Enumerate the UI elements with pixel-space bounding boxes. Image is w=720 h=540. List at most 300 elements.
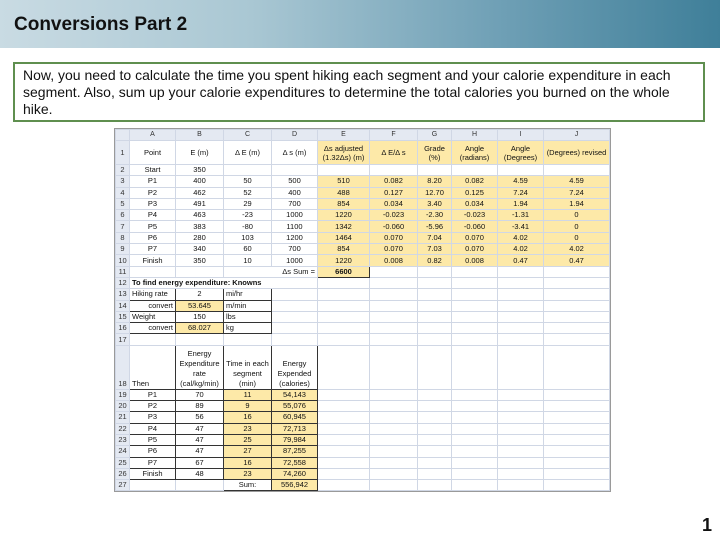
- sheet-cell[interactable]: -0.023: [452, 210, 498, 221]
- sheet-cell[interactable]: -0.060: [452, 221, 498, 232]
- column-header[interactable]: J: [544, 130, 610, 141]
- sheet-cell[interactable]: [418, 165, 452, 176]
- sheet-cell[interactable]: [498, 401, 544, 412]
- sheet-cell[interactable]: [418, 289, 452, 300]
- sheet-cell[interactable]: 1200: [272, 232, 318, 243]
- column-header[interactable]: I: [498, 130, 544, 141]
- sheet-cell[interactable]: [544, 446, 610, 457]
- sheet-cell[interactable]: [544, 266, 610, 277]
- sheet-cell[interactable]: 29: [224, 198, 272, 209]
- sheet-cell[interactable]: [452, 289, 498, 300]
- sheet-cell[interactable]: [544, 401, 610, 412]
- sheet-cell[interactable]: -3.41: [498, 221, 544, 232]
- sheet-cell[interactable]: [176, 480, 224, 491]
- sheet-cell[interactable]: [418, 389, 452, 400]
- sheet-cell[interactable]: [498, 266, 544, 277]
- sheet-cell[interactable]: [370, 401, 418, 412]
- sheet-cell[interactable]: [130, 266, 176, 277]
- row-number[interactable]: 12: [116, 277, 130, 288]
- sheet-cell[interactable]: [418, 345, 452, 389]
- sheet-cell[interactable]: P6: [130, 232, 176, 243]
- sheet-cell[interactable]: 0.47: [544, 255, 610, 266]
- sheet-cell[interactable]: [224, 165, 272, 176]
- sheet-cell[interactable]: P2: [130, 401, 176, 412]
- sheet-cell[interactable]: [318, 345, 370, 389]
- sheet-cell[interactable]: [452, 277, 498, 288]
- sheet-cell[interactable]: [370, 389, 418, 400]
- sheet-cell[interactable]: -0.023: [370, 210, 418, 221]
- sheet-cell[interactable]: 0: [544, 221, 610, 232]
- sheet-cell[interactable]: [452, 468, 498, 479]
- sheet-cell[interactable]: P1: [130, 176, 176, 187]
- sheet-cell[interactable]: [498, 345, 544, 389]
- header-cell[interactable]: Δ E/Δ s: [370, 141, 418, 165]
- sheet-cell[interactable]: 1100: [272, 221, 318, 232]
- sheet-cell[interactable]: [452, 345, 498, 389]
- sheet-cell[interactable]: [370, 277, 418, 288]
- sheet-cell[interactable]: [544, 300, 610, 311]
- sheet-cell[interactable]: 1000: [272, 210, 318, 221]
- sheet-cell[interactable]: [498, 480, 544, 491]
- sheet-cell[interactable]: -2.30: [418, 210, 452, 221]
- sheet-cell[interactable]: [544, 323, 610, 334]
- energy-header[interactable]: To find energy expenditure: Knowns: [130, 277, 318, 288]
- sheet-cell[interactable]: 11: [224, 389, 272, 400]
- sheet-cell[interactable]: [418, 480, 452, 491]
- sheet-cell[interactable]: 8.20: [418, 176, 452, 187]
- sheet-cell[interactable]: 27: [224, 446, 272, 457]
- sum-value[interactable]: 6600: [318, 266, 370, 277]
- sheet-cell[interactable]: [418, 401, 452, 412]
- sheet-cell[interactable]: [370, 289, 418, 300]
- sheet-cell[interactable]: [318, 289, 370, 300]
- header-cell[interactable]: Energy Expended (calories): [272, 345, 318, 389]
- sheet-cell[interactable]: 55,076: [272, 401, 318, 412]
- header-cell[interactable]: E (m): [176, 141, 224, 165]
- column-header[interactable]: E: [318, 130, 370, 141]
- sheet-cell[interactable]: [318, 300, 370, 311]
- sheet-cell[interactable]: [318, 480, 370, 491]
- sheet-cell[interactable]: [544, 277, 610, 288]
- sheet-cell[interactable]: [544, 165, 610, 176]
- sheet-cell[interactable]: 4.02: [544, 244, 610, 255]
- row-number[interactable]: 19: [116, 389, 130, 400]
- sheet-cell[interactable]: -1.31: [498, 210, 544, 221]
- sheet-cell[interactable]: [418, 423, 452, 434]
- row-number[interactable]: 17: [116, 334, 130, 345]
- sheet-cell[interactable]: 12.70: [418, 187, 452, 198]
- column-header[interactable]: A: [130, 130, 176, 141]
- sheet-cell[interactable]: [370, 434, 418, 445]
- sheet-cell[interactable]: 0.125: [452, 187, 498, 198]
- column-header[interactable]: F: [370, 130, 418, 141]
- row-number[interactable]: 7: [116, 221, 130, 232]
- sheet-cell[interactable]: 0.034: [370, 198, 418, 209]
- sheet-cell[interactable]: [544, 289, 610, 300]
- sheet-cell[interactable]: [176, 266, 224, 277]
- sheet-cell[interactable]: 16: [224, 457, 272, 468]
- sheet-cell[interactable]: [370, 311, 418, 322]
- sheet-cell[interactable]: [544, 468, 610, 479]
- row-number[interactable]: 23: [116, 434, 130, 445]
- sheet-cell[interactable]: [418, 457, 452, 468]
- known-unit[interactable]: m/min: [224, 300, 272, 311]
- sheet-cell[interactable]: 52: [224, 187, 272, 198]
- header-cell[interactable]: Point: [130, 141, 176, 165]
- sheet-cell[interactable]: [498, 434, 544, 445]
- sheet-cell[interactable]: [498, 412, 544, 423]
- header-cell[interactable]: Then: [130, 345, 176, 389]
- sheet-cell[interactable]: 9: [224, 401, 272, 412]
- row-number[interactable]: 10: [116, 255, 130, 266]
- total-value[interactable]: 556,942: [272, 480, 318, 491]
- known-value[interactable]: 68.027: [176, 323, 224, 334]
- known-label[interactable]: convert: [130, 323, 176, 334]
- sheet-cell[interactable]: [318, 323, 370, 334]
- sheet-cell[interactable]: [452, 300, 498, 311]
- sheet-cell[interactable]: [452, 334, 498, 345]
- sheet-cell[interactable]: [272, 311, 318, 322]
- sheet-cell[interactable]: [498, 311, 544, 322]
- sheet-cell[interactable]: 7.24: [498, 187, 544, 198]
- sheet-cell[interactable]: P3: [130, 198, 176, 209]
- row-number[interactable]: 6: [116, 210, 130, 221]
- sheet-cell[interactable]: 854: [318, 244, 370, 255]
- sheet-cell[interactable]: [370, 412, 418, 423]
- sheet-cell[interactable]: [272, 323, 318, 334]
- sheet-cell[interactable]: [418, 266, 452, 277]
- sheet-cell[interactable]: [370, 468, 418, 479]
- sheet-cell[interactable]: 54,143: [272, 389, 318, 400]
- sheet-cell[interactable]: [318, 389, 370, 400]
- sheet-cell[interactable]: 4.02: [498, 232, 544, 243]
- row-number[interactable]: 20: [116, 401, 130, 412]
- header-cell[interactable]: Angle (radians): [452, 141, 498, 165]
- known-value[interactable]: 150: [176, 311, 224, 322]
- sheet-cell[interactable]: 103: [224, 232, 272, 243]
- spreadsheet[interactable]: [114, 128, 611, 492]
- sheet-cell[interactable]: [452, 389, 498, 400]
- sheet-cell[interactable]: -5.96: [418, 221, 452, 232]
- sheet-cell[interactable]: [544, 389, 610, 400]
- sheet-cell[interactable]: 280: [176, 232, 224, 243]
- sheet-cell[interactable]: Finish: [130, 468, 176, 479]
- sheet-cell[interactable]: 7.04: [418, 232, 452, 243]
- row-number[interactable]: 15: [116, 311, 130, 322]
- sheet-cell[interactable]: 79,984: [272, 434, 318, 445]
- sheet-cell[interactable]: [544, 457, 610, 468]
- sheet-cell[interactable]: -80: [224, 221, 272, 232]
- sheet-cell[interactable]: 1.94: [498, 198, 544, 209]
- row-number[interactable]: 11: [116, 266, 130, 277]
- sheet-cell[interactable]: [370, 446, 418, 457]
- row-number[interactable]: 4: [116, 187, 130, 198]
- header-cell[interactable]: (Degrees) revised: [544, 141, 610, 165]
- sheet-cell[interactable]: Start: [130, 165, 176, 176]
- sheet-cell[interactable]: 0.47: [498, 255, 544, 266]
- sheet-cell[interactable]: 7.03: [418, 244, 452, 255]
- sheet-cell[interactable]: [318, 412, 370, 423]
- sheet-cell[interactable]: [224, 334, 272, 345]
- row-number[interactable]: 9: [116, 244, 130, 255]
- sheet-cell[interactable]: 400: [272, 187, 318, 198]
- sheet-cell[interactable]: [370, 300, 418, 311]
- sheet-cell[interactable]: [544, 423, 610, 434]
- sheet-cell[interactable]: [130, 334, 176, 345]
- sheet-cell[interactable]: [418, 434, 452, 445]
- sheet-cell[interactable]: [452, 457, 498, 468]
- sheet-cell[interactable]: [418, 468, 452, 479]
- sheet-cell[interactable]: 23: [224, 468, 272, 479]
- sheet-cell[interactable]: [318, 423, 370, 434]
- sheet-cell[interactable]: [418, 446, 452, 457]
- sheet-cell[interactable]: [318, 434, 370, 445]
- column-header[interactable]: H: [452, 130, 498, 141]
- sheet-cell[interactable]: 700: [272, 198, 318, 209]
- sheet-cell[interactable]: P3: [130, 412, 176, 423]
- sheet-cell[interactable]: 50: [224, 176, 272, 187]
- sheet-cell[interactable]: 0.127: [370, 187, 418, 198]
- row-number[interactable]: 25: [116, 457, 130, 468]
- sheet-cell[interactable]: 47: [176, 423, 224, 434]
- total-label[interactable]: Sum:: [224, 480, 272, 491]
- sheet-cell[interactable]: 340: [176, 244, 224, 255]
- sheet-cell[interactable]: 70: [176, 389, 224, 400]
- sheet-cell[interactable]: 60,945: [272, 412, 318, 423]
- sheet-cell[interactable]: 89: [176, 401, 224, 412]
- sheet-cell[interactable]: 4.59: [498, 176, 544, 187]
- sheet-cell[interactable]: 0.070: [452, 232, 498, 243]
- sheet-cell[interactable]: [452, 446, 498, 457]
- sheet-cell[interactable]: 1342: [318, 221, 370, 232]
- sheet-cell[interactable]: 350: [176, 255, 224, 266]
- row-number[interactable]: 18: [116, 345, 130, 389]
- sheet-cell[interactable]: [452, 311, 498, 322]
- sheet-cell[interactable]: [318, 446, 370, 457]
- sheet-cell[interactable]: P4: [130, 210, 176, 221]
- sheet-cell[interactable]: 0.070: [370, 244, 418, 255]
- sheet-cell[interactable]: 1464: [318, 232, 370, 243]
- sheet-cell[interactable]: [418, 334, 452, 345]
- sheet-cell[interactable]: [272, 334, 318, 345]
- sheet-cell[interactable]: 700: [272, 244, 318, 255]
- header-cell[interactable]: Time in each segment (min): [224, 345, 272, 389]
- sheet-cell[interactable]: 0.070: [370, 232, 418, 243]
- row-number[interactable]: 8: [116, 232, 130, 243]
- column-header[interactable]: D: [272, 130, 318, 141]
- sheet-cell[interactable]: [370, 480, 418, 491]
- sheet-cell[interactable]: Finish: [130, 255, 176, 266]
- sheet-cell[interactable]: [498, 300, 544, 311]
- sheet-cell[interactable]: [318, 401, 370, 412]
- row-number[interactable]: 13: [116, 289, 130, 300]
- sheet-cell[interactable]: 47: [176, 434, 224, 445]
- sheet-cell[interactable]: 87,255: [272, 446, 318, 457]
- sheet-cell[interactable]: [452, 401, 498, 412]
- sheet-cell[interactable]: 72,558: [272, 457, 318, 468]
- sheet-cell[interactable]: [272, 165, 318, 176]
- sheet-cell[interactable]: 383: [176, 221, 224, 232]
- sheet-cell[interactable]: [544, 434, 610, 445]
- header-cell[interactable]: Angle (Degrees): [498, 141, 544, 165]
- sheet-cell[interactable]: [498, 468, 544, 479]
- known-value[interactable]: 2: [176, 289, 224, 300]
- sheet-cell[interactable]: [370, 266, 418, 277]
- known-unit[interactable]: kg: [224, 323, 272, 334]
- header-cell[interactable]: Δ s (m): [272, 141, 318, 165]
- sheet-cell[interactable]: P7: [130, 244, 176, 255]
- sheet-cell[interactable]: 1220: [318, 255, 370, 266]
- sheet-cell[interactable]: [498, 323, 544, 334]
- sheet-cell[interactable]: [544, 412, 610, 423]
- sheet-cell[interactable]: [452, 412, 498, 423]
- sheet-cell[interactable]: P2: [130, 187, 176, 198]
- sum-label[interactable]: Δs Sum =: [224, 266, 318, 277]
- sheet-cell[interactable]: 1.94: [544, 198, 610, 209]
- sheet-cell[interactable]: [272, 289, 318, 300]
- sheet-cell[interactable]: [452, 480, 498, 491]
- row-number[interactable]: [116, 130, 130, 141]
- sheet-cell[interactable]: 463: [176, 210, 224, 221]
- sheet-cell[interactable]: [272, 300, 318, 311]
- sheet-cell[interactable]: [418, 311, 452, 322]
- row-number[interactable]: 22: [116, 423, 130, 434]
- header-cell[interactable]: Δ E (m): [224, 141, 272, 165]
- sheet-cell[interactable]: P5: [130, 434, 176, 445]
- row-number[interactable]: 5: [116, 198, 130, 209]
- row-number[interactable]: 14: [116, 300, 130, 311]
- sheet-cell[interactable]: 74,260: [272, 468, 318, 479]
- sheet-cell[interactable]: 350: [176, 165, 224, 176]
- sheet-cell[interactable]: [370, 165, 418, 176]
- sheet-cell[interactable]: [498, 389, 544, 400]
- sheet-cell[interactable]: -23: [224, 210, 272, 221]
- sheet-cell[interactable]: [176, 334, 224, 345]
- sheet-cell[interactable]: 0.082: [452, 176, 498, 187]
- sheet-cell[interactable]: [452, 323, 498, 334]
- sheet-cell[interactable]: -0.060: [370, 221, 418, 232]
- sheet-cell[interactable]: 491: [176, 198, 224, 209]
- sheet-cell[interactable]: 0.008: [452, 255, 498, 266]
- sheet-cell[interactable]: 60: [224, 244, 272, 255]
- sheet-cell[interactable]: 67: [176, 457, 224, 468]
- sheet-cell[interactable]: 0.034: [452, 198, 498, 209]
- header-cell[interactable]: Grade (%): [418, 141, 452, 165]
- sheet-cell[interactable]: [498, 277, 544, 288]
- row-number[interactable]: 2: [116, 165, 130, 176]
- sheet-cell[interactable]: 7.24: [544, 187, 610, 198]
- sheet-cell[interactable]: [452, 165, 498, 176]
- sheet-cell[interactable]: [318, 277, 370, 288]
- sheet-cell[interactable]: 0.82: [418, 255, 452, 266]
- sheet-cell[interactable]: 510: [318, 176, 370, 187]
- sheet-cell[interactable]: [498, 289, 544, 300]
- sheet-cell[interactable]: [318, 165, 370, 176]
- known-label[interactable]: Hiking rate: [130, 289, 176, 300]
- sheet-cell[interactable]: [418, 300, 452, 311]
- row-number[interactable]: 24: [116, 446, 130, 457]
- sheet-cell[interactable]: 25: [224, 434, 272, 445]
- sheet-cell[interactable]: [370, 345, 418, 389]
- sheet-cell[interactable]: 56: [176, 412, 224, 423]
- spreadsheet-grid[interactable]: [115, 129, 610, 491]
- known-value[interactable]: 53.645: [176, 300, 224, 311]
- sheet-cell[interactable]: 10: [224, 255, 272, 266]
- row-number[interactable]: 16: [116, 323, 130, 334]
- sheet-cell[interactable]: [544, 334, 610, 345]
- sheet-cell[interactable]: [318, 457, 370, 468]
- sheet-cell[interactable]: 1220: [318, 210, 370, 221]
- sheet-cell[interactable]: [318, 468, 370, 479]
- row-number[interactable]: 26: [116, 468, 130, 479]
- sheet-cell[interactable]: 72,713: [272, 423, 318, 434]
- column-header[interactable]: G: [418, 130, 452, 141]
- sheet-cell[interactable]: [452, 434, 498, 445]
- sheet-cell[interactable]: 854: [318, 198, 370, 209]
- sheet-cell[interactable]: 48: [176, 468, 224, 479]
- sheet-cell[interactable]: 488: [318, 187, 370, 198]
- header-cell[interactable]: Δs adjusted (1.32Δs) (m): [318, 141, 370, 165]
- known-label[interactable]: convert: [130, 300, 176, 311]
- row-number[interactable]: 1: [116, 141, 130, 165]
- known-unit[interactable]: mi/hr: [224, 289, 272, 300]
- sheet-cell[interactable]: [370, 423, 418, 434]
- sheet-cell[interactable]: 0: [544, 210, 610, 221]
- known-unit[interactable]: lbs: [224, 311, 272, 322]
- sheet-cell[interactable]: 0: [544, 232, 610, 243]
- sheet-cell[interactable]: 500: [272, 176, 318, 187]
- sheet-cell[interactable]: 1000: [272, 255, 318, 266]
- sheet-cell[interactable]: [418, 323, 452, 334]
- column-header[interactable]: B: [176, 130, 224, 141]
- sheet-cell[interactable]: P6: [130, 446, 176, 457]
- sheet-cell[interactable]: [130, 480, 176, 491]
- sheet-cell[interactable]: 47: [176, 446, 224, 457]
- row-number[interactable]: 27: [116, 480, 130, 491]
- sheet-cell[interactable]: 4.59: [544, 176, 610, 187]
- sheet-cell[interactable]: P1: [130, 389, 176, 400]
- sheet-cell[interactable]: 3.40: [418, 198, 452, 209]
- sheet-cell[interactable]: [370, 457, 418, 468]
- sheet-cell[interactable]: 4.02: [498, 244, 544, 255]
- sheet-cell[interactable]: [370, 334, 418, 345]
- sheet-cell[interactable]: P4: [130, 423, 176, 434]
- known-label[interactable]: Weight: [130, 311, 176, 322]
- sheet-cell[interactable]: P5: [130, 221, 176, 232]
- sheet-cell[interactable]: [498, 334, 544, 345]
- sheet-cell[interactable]: 0.070: [452, 244, 498, 255]
- sheet-cell[interactable]: [544, 345, 610, 389]
- sheet-cell[interactable]: [418, 277, 452, 288]
- sheet-cell[interactable]: [498, 446, 544, 457]
- sheet-cell[interactable]: [452, 266, 498, 277]
- sheet-cell[interactable]: 0.082: [370, 176, 418, 187]
- sheet-cell[interactable]: 400: [176, 176, 224, 187]
- sheet-cell[interactable]: 0.008: [370, 255, 418, 266]
- sheet-cell[interactable]: [418, 412, 452, 423]
- sheet-cell[interactable]: [498, 423, 544, 434]
- sheet-cell[interactable]: P7: [130, 457, 176, 468]
- sheet-cell[interactable]: [318, 311, 370, 322]
- sheet-cell[interactable]: [544, 480, 610, 491]
- column-header[interactable]: C: [224, 130, 272, 141]
- sheet-cell[interactable]: 462: [176, 187, 224, 198]
- sheet-cell[interactable]: [370, 323, 418, 334]
- sheet-cell[interactable]: [544, 311, 610, 322]
- sheet-cell[interactable]: 16: [224, 412, 272, 423]
- sheet-cell[interactable]: [318, 334, 370, 345]
- row-number[interactable]: 21: [116, 412, 130, 423]
